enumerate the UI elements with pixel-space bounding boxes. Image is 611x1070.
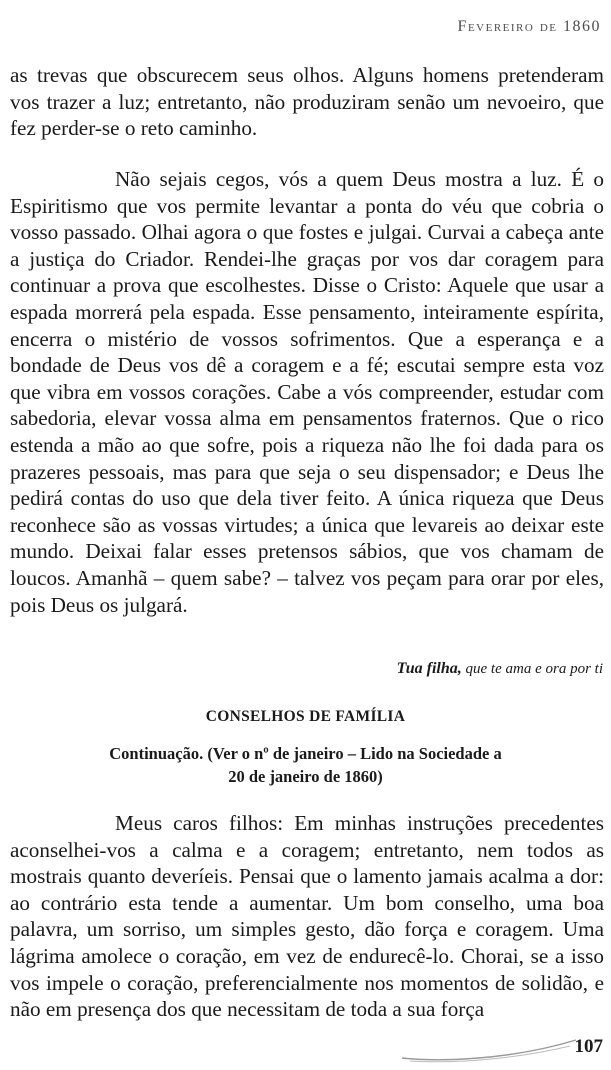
page-number: 107	[574, 1036, 603, 1057]
section-subtitle-line-2: 20 de janeiro de 1860)	[228, 767, 383, 786]
section-title: CONSELHOS DE FAMÍLIA	[205, 708, 406, 725]
paragraph-family-advice: Meus caros filhos: Em minhas instruções precedentes aconselhei-vos a calma e a coragem; entretanto, nem todos as mostrais quanto deveríeis. Pensai que o lamento jamais acalma a dor: ao contrário esta tende a aumentar. Um bom conselho, uma boa palavra, um sorriso, um simples gesto, dão força e coragem. Uma lágrima amolece o coração, em vez de endurecê-lo. Chorai, se a isso vos impele o coração, preferencialmente nos momentos de solidão, e não em presença dos que necessitam de toda a sua força	[10, 811, 604, 1022]
paragraph-spiritism: Não sejais cegos, vós a quem Deus mostra a luz. É o Espiritismo que vos permite levantar a ponta do véu que cobria o vosso passado. Olhai agora o que fostes e julgai. Curvai a cabeça ante a justiça do Criador. Rendei-lhe graças por vos dar coragem para continuar a prova que escolhestes. Disse o Cristo: Aquele que usar a espada morrerá pela espada. Esse pensamento, inteiramente espírita, encerra o mistério de vossos sofrimentos. Que a esperança e a bondade de Deus vos dê a coragem e a fé; escutai sempre esta voz que vibra em vossos corações. Cabe a vós compreender, estudar com sabedoria, elevar vossa alma em pensamentos fraternos. Que o rico estenda a mão ao que sofre, pois a riqueza não lhe foi dada para os prazeres pessoais, mas para que seja o seu dispensador; e Deus lhe pedirá contas do uso que dela tiver feito. A única riqueza que Deus reconhece são as vossas virtudes; a única que levareis ao deixar este mundo. Deixai falar esses pretensos sábios, que vos chamam de loucos. Amanhã – quem sabe? – talvez vos peçam para orar por eles, pois Deus os julgará.	[10, 167, 604, 617]
signature-rest: que te ama e ora por ti	[465, 661, 603, 677]
signature-name: Tua filha,	[396, 660, 462, 677]
paragraph-continuation: as trevas que obscurecem seus olhos. Alguns homens pretenderam vos trazer a luz; entretanto, não produziram senão um nevoeiro, que fez perder-se o reto caminho.	[10, 63, 604, 141]
page-ornament-curve	[400, 1034, 580, 1064]
signature	[397, 660, 603, 678]
running-header: Fevereiro de 1860	[457, 18, 601, 35]
section-subtitle	[0, 742, 611, 788]
section-subtitle-line-1: Continuação. (Ver o nº de janeiro – Lido na Sociedade a	[109, 744, 502, 763]
